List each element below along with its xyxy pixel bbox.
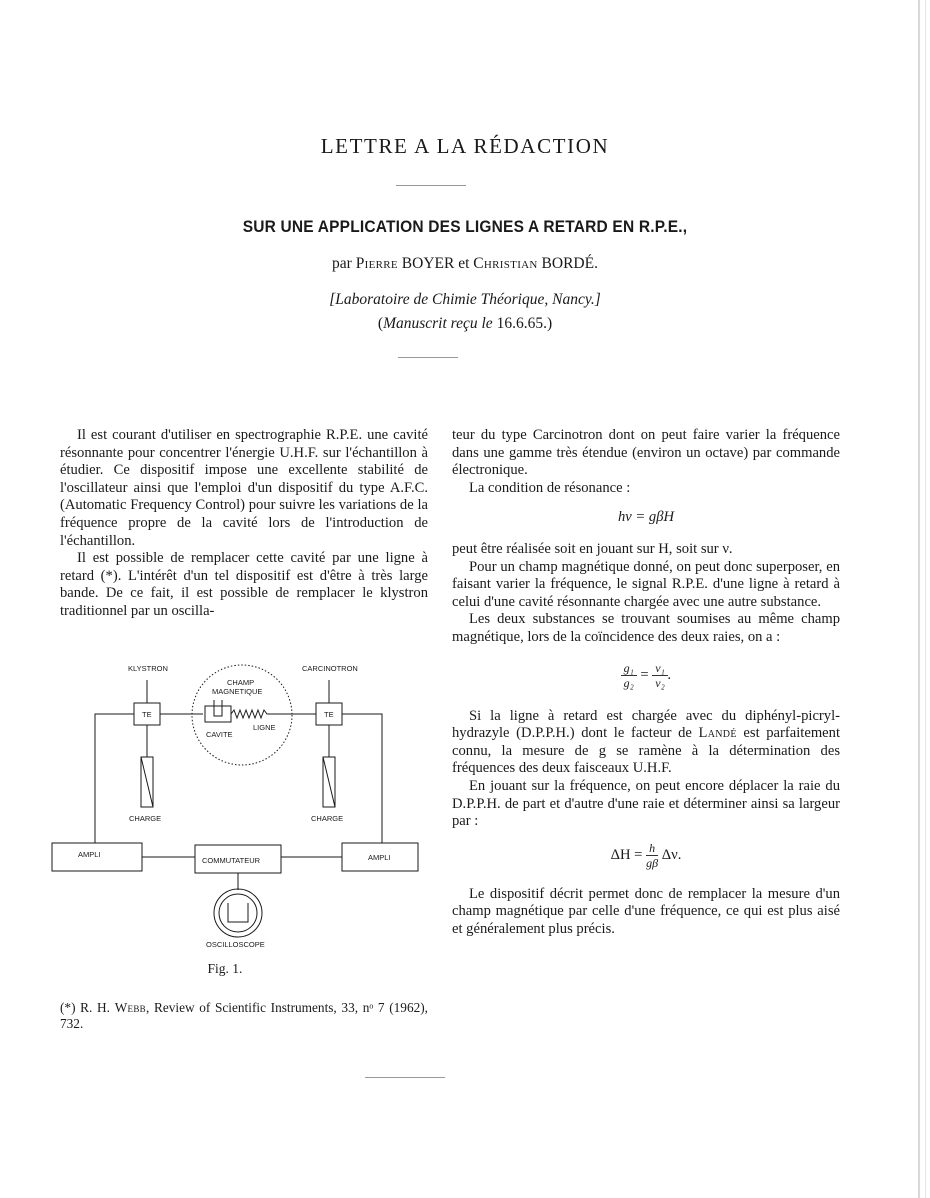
wire-te-left-to-ampli [95,714,134,843]
delay-line-coil [231,710,270,718]
author2-first-name: Christian [473,255,538,272]
cavity-box [205,706,231,722]
page-edge-shadow-2 [925,0,926,1198]
received-value: 16.6.65. [496,315,547,332]
carcinotron-label: CARCINOTRON [302,664,358,673]
champ-label: CHAMP [227,678,255,687]
author2-last-name: BORDÉ. [541,255,598,272]
equation-resonance: hν = gβH [617,509,675,526]
paragraph-text: est parfaitement connu, la mesure de g se ramène à la détermination des fréquences des deux faisceaux U.H.F. [452,725,840,777]
fraction-g [621,661,637,690]
klystron-label: KLYSTRON [128,664,168,673]
h: h [646,841,658,856]
oscilloscope-label: OSCILLOSCOPE [206,940,265,949]
magnetique-label: MAGNETIQUE [212,687,263,696]
footnote-text: , Review of Scientific Instruments, 33, nᵒ 7 (1962), 732. [60,1000,429,1031]
paragraph: teur du type Carcinotron dont on peut faire varier la fréquence dans une gamme très étendue (environ un octave) par commande électronique. [452,427,840,479]
ampli-left-label: AMPLI [78,850,101,859]
oscilloscope-trace [228,903,248,922]
g-beta: gβ [646,855,659,870]
footnote [60,1000,428,1032]
te-right-label: TE [324,710,334,719]
cavite-label: CAVITE [206,730,233,739]
affiliation: [Laboratoire de Chimie Théorique, Nancy.] [329,291,601,308]
paragraph: Il est possible de remplacer cette cavité par une ligne à retard (*). L'intérêt d'un tel dispositif est d'être à très large bande. De ce fait, il est possible de remplacer le klystron traditionnel par un oscilla- [60,550,428,619]
charge-right-diagonal [323,757,335,807]
heading-divider [396,185,466,186]
footnote-author: Webb [114,1000,146,1015]
paragraph: Pour un champ magnétique donné, on peut donc superposer, en faisant varier la fréquence, le signal R.P.E. d'une ligne à retard à celui d'une cavité résonnante chargée avec une autre substance. [452,558,840,610]
paragraph: En jouant sur la fréquence, on peut encore déplacer la raie du D.P.P.H. de part et d'autre d'une raie et déterminer ainsi sa largeur par : [452,777,840,830]
article-title: SUR UNE APPLICATION DES LIGNES A RETARD EN R.P.E., [242,218,688,236]
oscilloscope-screen [214,889,262,937]
paragraph: Les deux substances se trouvant soumises au même champ magnétique, lors de la coïncidence des deux raies, on a : [452,611,840,645]
byline-prefix: par [332,255,352,272]
received-date: (Manuscrit reçu le 16.6.65.) [377,315,553,332]
cavity-sample [214,700,222,716]
paragraph: peut être réalisée soit en jouant sur H, soit sur ν. [452,540,733,557]
byline [0,255,930,273]
delta-h: ΔH = [610,846,643,863]
wire-te-right-to-ampli [342,714,382,843]
byline-conjunction: et [458,255,470,272]
paragraph-text: Si la ligne à retard est chargée avec du diphényl-picryl-hydrazyle (D.P.P.H.) dont le facteur de [452,707,840,742]
right-column [452,427,840,938]
equation-linewidth [452,841,840,870]
section-heading: LETTRE A LA RÉDACTION [320,134,610,158]
charge-right-label: CHARGE [311,814,344,823]
end-divider [365,1077,445,1078]
figure-caption: Fig. 1. [207,961,243,976]
g1: g₁ [621,661,637,676]
nu2: ν₂ [655,675,665,690]
charge-left-diagonal [141,757,153,807]
ampli-right-label: AMPLI [368,853,391,862]
block-diagram [40,650,430,955]
delta-nu: Δν. [661,846,682,863]
lande-name: Landé [698,725,737,742]
paragraph: Le dispositif décrit permet donc de remplacer la mesure d'un champ magnétique par celle d'une fréquence, ce qui est plus aisé et généralement plus précis. [452,885,840,937]
equation-g-ratio [452,661,840,690]
footnote-mark: (*) R. H. [60,1000,110,1015]
equals-sign: = [640,666,649,683]
paragraph: La condition de résonance : [469,479,631,496]
received-label: Manuscrit reçu le [383,315,493,332]
title-divider [398,357,458,358]
left-column [60,427,428,621]
fraction-nu [652,661,668,690]
author1-first-name: Pierre [355,255,398,272]
charge-left-label: CHARGE [129,814,162,823]
paragraph: Il est courant d'utiliser en spectrographie R.P.E. une cavité résonnante pour concentrer l'énergie U.H.F. sur l'échantillon à étudier. Ce dispositif impose une excellente stabilité de l'oscillateur ainsi que l'emploi d'un dispositif du type A.F.C. (Automatic Frequency Control) pour suivre les variations de la fréquence propre de la cavité lors de l'introduction de l'échantillon. [60,427,428,549]
nu1: ν₁ [652,661,668,676]
ligne-label: LIGNE [253,723,276,732]
fraction-h-gbeta [646,841,658,870]
te-left-label: TE [142,710,152,719]
author1-last-name: BOYER [401,255,455,272]
commutateur-label: COMMUTATEUR [202,856,261,865]
page-edge-shadow [918,0,920,1198]
g2: g₂ [623,675,634,690]
equation-period: . [667,666,672,683]
oscilloscope-inner [219,894,257,932]
paragraph [452,708,840,778]
